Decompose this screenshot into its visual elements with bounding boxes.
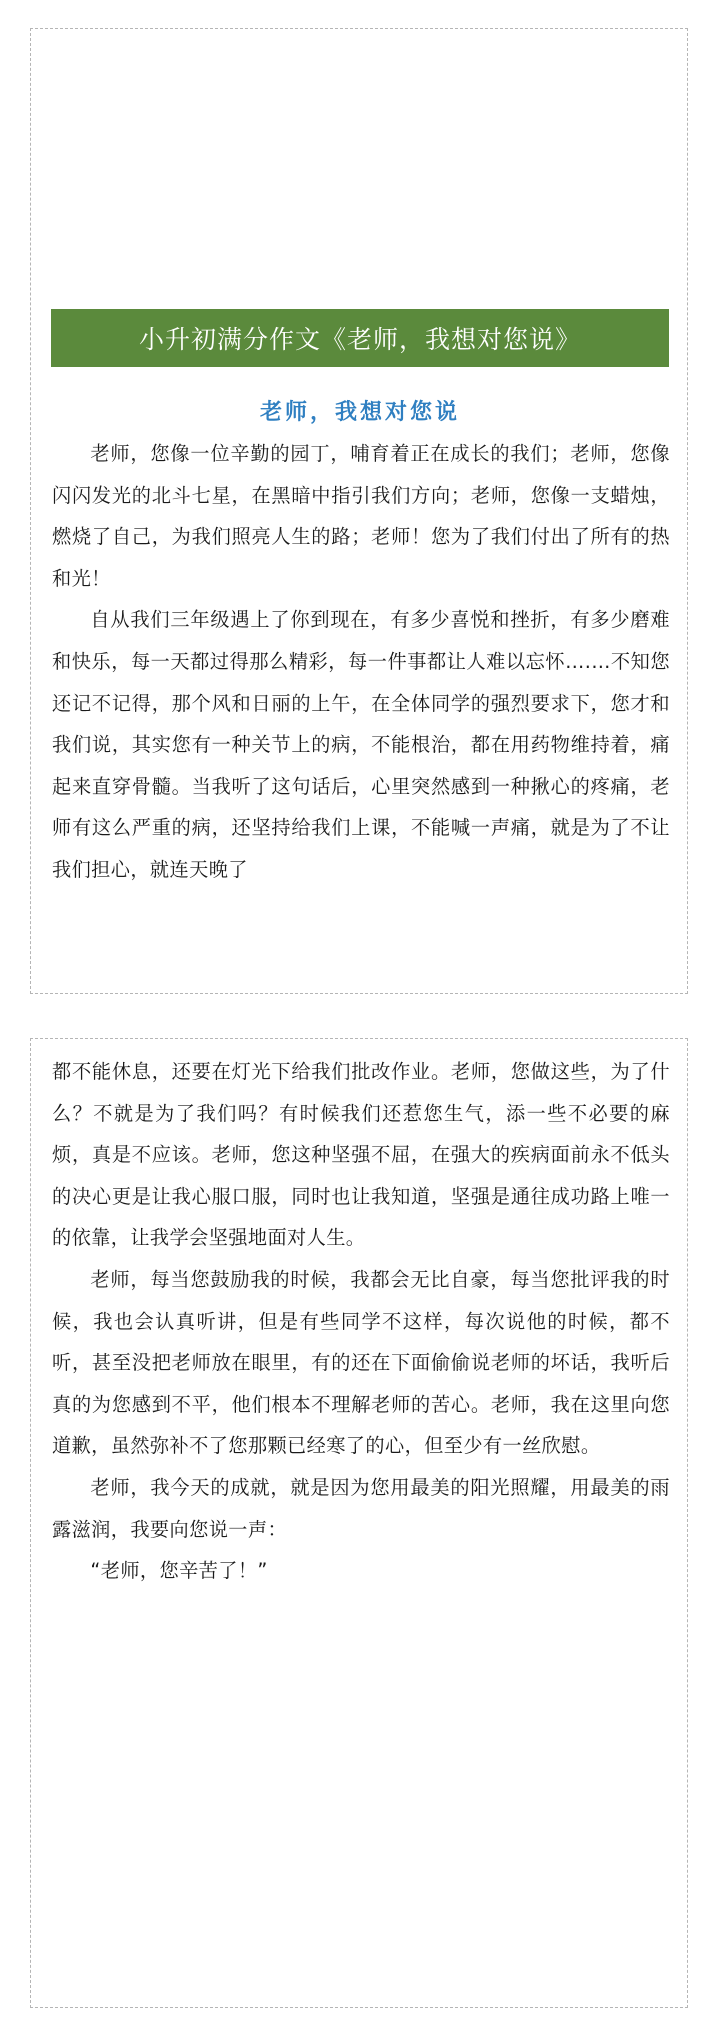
page-two	[30, 1038, 688, 2008]
essay-body-part-two	[52, 1051, 670, 1592]
essay-subtitle: 老师，我想对您说	[259, 400, 460, 425]
banner-title: 小升初满分作文《老师，我想对您说》	[138, 325, 581, 354]
paragraph: 自从我们三年级遇上了你到现在，有多少喜悦和挫折，有多少磨难和快乐，每一天都过得那么精彩，每一件事都让人难以忘怀….…不知您还记不记得，那个风和日丽的上午，在全体同学的强烈要求下，您才和我们说，其实您有一种关节上的病，不能根治，都在用药物维持着，痛起来直穿骨髓。当我听了这句话后，心里突然感到一种揪心的疼痛，老师有这么严重的病，还坚持给我们上课，不能喊一声痛，就是为了不让我们担心，就连天晚了	[52, 608, 670, 881]
page-one	[30, 28, 688, 994]
paragraph: 老师，我今天的成就，就是因为您用最美的阳光照耀，用最美的雨露滋润，我要向您说一声：	[52, 1475, 670, 1541]
paragraph-continuation: 都不能休息，还要在灯光下给我们批改作业。老师，您做这些，为了什么？不就是为了我们吗？有时候我们还惹您生气，添一些不必要的麻烦，真是不应该。老师，您这种坚强不屈，在强大的疾病面前永不低头的决心更是让我心服口服，同时也让我知道，坚强是通往成功路上唯一的依靠，让我学会坚强地面对人生。	[52, 1060, 670, 1250]
paragraph: 老师，您像一位辛勤的园丁，哺育着正在成长的我们；老师，您像闪闪发光的北斗七星，在黑暗中指引我们方向；老师，您像一支蜡烛，燃烧了自己，为我们照亮人生的路；老师！您为了我们付出了所有的热和光！	[52, 442, 670, 590]
paragraph: 老师，每当您鼓励我的时候，我都会无比自豪，每当您批评我的时候，我也会认真听讲，但是有些同学不这样，每次说他的时候，都不听，甚至没把老师放在眼里，有的还在下面偷偷说老师的坏话，我听后真的为您感到不平，他们根本不理解老师的苦心。老师，我在这里向您道歉，虽然弥补不了您那颗已经寒了的心，但至少有一丝欣慰。	[52, 1267, 670, 1458]
essay-body-part-one	[52, 433, 670, 971]
closing-quote: “老师，您辛苦了！”	[90, 1559, 268, 1583]
title-banner	[51, 309, 669, 367]
